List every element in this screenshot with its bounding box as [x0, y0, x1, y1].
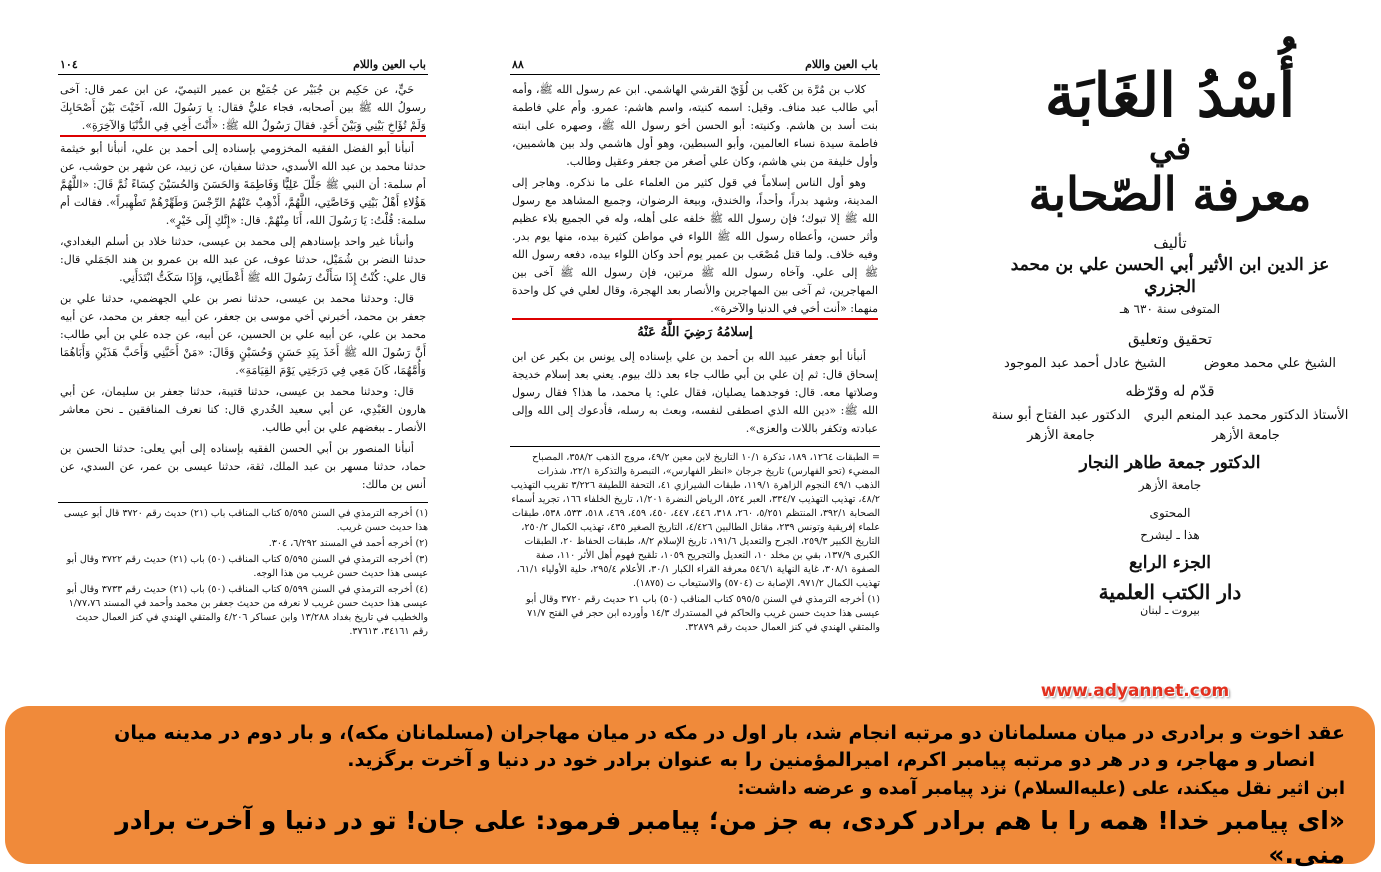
book-cover	[985, 56, 1355, 676]
footnote: = الطبقات ١٢٦٤، ١٨٩، تذكرة ١٠/١ التاريخ لابن معين ٤٩/٢، مروج الذهب ٣٥٨/٢، المصباح المضيء (تحو الفهارس) تاريخ جرجان «انظر الفهارس»، التبصرة والتذكرة ٢٢/١، شذرات الذهب ٤٩/١ النجوم الزاهرة ١١٩/١، طبقات الشيرازي ٤١، التحفة اللطيفة ٣/٢٢٦ تقريب التهذيب ٤٨/٢، تهذيب التهذيب ٣٣٤/٧، العبر ٥٢٤، الرياض النضرة ١/٢٠١، تاريخ الخلفاء ١٦٦، تجريد أسماء الصحابة ٣٩٢/١، المنتظم ٥/٢٥١، ٢٦٠، ٣١٨، ٤٤٦، ٤٤٧، ٤٥٠، ٤٥٩، ٤٦٩، ٥١٨، ٥٣٣، ٥٣٨، طبقات علماء إفريقية وتونس ٢٣٩، مقاتل الطالبين ٤/٤٢٦، التاريخ الصغير ٤٣٥، تهذيب الكمال ٢٥٠/٢، التاريخ الكبير ٢٥٩/٣، الجرح والتعديل ١٩١/٦، تاريخ الإسلام ٨/٢، طبقات الحفاظ ٢٠، الطبقات الكبرى ١٣٧/٩، بقي بن مخلد ١٠، التعديل والتجريح ١٠٥٩، تلقيح فهوم أهل الأثر ١١٠، صفة الصفوة ٣٠٨/١، غاية النهاية ٥٤٦/١ معرفة القراء الكبار ٣٠/١، الأعلام ٢٩٥/٤، حلية الأولياء ٦١/١، تهذيب الكمال ٩٧١/٢، الإصابة ت (٥٧٠٤) والاستيعاب ت (١٨٧٥).	[510, 452, 880, 589]
introducer-affiliation: جامعة الأزهر	[1212, 428, 1280, 443]
footnote: (٤) أخرجه الترمذي في السنن ٥/٥٩٩ كتاب المناقب (٥٠) باب (٢١) حديث رقم ٣٧٣٣ وقال أبو عيسى هذا حديث حسن غريب لا نعرفه من حديث جعفر بن محمد وأحمد في المسند ١/٧٧،٧٦ والخطيب في تاريخ بغداد ١٣/٢٨٨ وابن عساكر ٤/٢٠٦ والمتقي الهندي في كنز العمال حديث رقم ٣٤١٦١، ٣٧٦١٣.	[66, 584, 428, 637]
caption-line: انصار و مهاجر، و در هر دو مرتبه پیامبر اکرم، امیرالمؤمنین را به عنوان برادر خود در دنیا و آخرت برگزید.	[347, 749, 1315, 771]
cover-content-label: المحتوى	[1149, 506, 1191, 520]
page-number: ١٠٤	[60, 58, 78, 71]
introducer-name: الأستاذ الدكتور محمد عبد المنعم البري	[1143, 408, 1349, 423]
caption-line: ابن اثیر نقل میکند، علی (علیه‌السلام) نزد پیامبر آمده و عرضه داشت:	[737, 778, 1345, 799]
left-book-page	[58, 56, 428, 676]
cover-content-value: هذا ـ ليشرح	[1140, 528, 1200, 542]
editor-name: الشيخ عادل أحمد عبد الموجود	[1004, 356, 1166, 371]
footnote: (١) أخرجه الترمذي في السنن ٥/٥٩٥ كتاب المناقب باب (٢١) حديث رقم ٣٧٢٠ قال أبو عيسى هذا حديث حسن غريب.	[63, 508, 428, 533]
introducer-affiliation: جامعة الأزهر	[1027, 428, 1095, 443]
cover-intro-label: قدّم له وقرّظه	[1125, 382, 1215, 400]
footnotes	[510, 446, 880, 635]
page-header	[58, 56, 428, 75]
footnote: (٣) أخرجه الترمذي في السنن ٥/٥٩٥ كتاب المناقب (٥٠) باب (٢١) حديث رقم ٣٧٢٢ وقال أبو عيسى هذا حديث حسن غريب من هذا الوجه.	[66, 554, 428, 579]
paragraph: أنبأنا أبو الفضل الفقيه المخزومي بإسناده إلى أحمد بن علي، أنبأنا أبو خيثمة حدثنا محمد بن عبد الله الأسدي، حدثنا سفيان، عن زبيد، عن شهر بن حوشب، عن أم سلمة: أن النبي ﷺ جَلَّلَ عَلِيًّا وَفَاطِمَةَ وَالحَسَنَ وَالحُسَيْنَ كِسَاءً ثُمَّ قَالَ: «اللَّهُمَّ هَؤُلاءِ أَهْلُ بَيْتِي وَخَاصَّتِي، اللَّهُمَّ، أَذْهِبْ عَنْهُمُ الرِّجْسَ وَطَهِّرْهُمْ تَطْهِيراً». فقالت أم سلمة: قُلْتُ: يَا رَسُولَ الله، أَنَا مِنْهُمْ. قال: «إِنَّكِ إِلَى خَيْرٍ».	[60, 142, 426, 227]
cover-by-label: تأليف	[1153, 234, 1187, 252]
editor-name: الشيخ علي محمد معوض	[1203, 356, 1336, 371]
footnote: (١) أخرجه الترمذي في السنن ٥٩٥/٥ كتاب المناقب (٥٠) باب ٢١ حديث رقم ٣٧٢٠ وقال أبو عيسى هذا حديث حسن غريب والحاكم في المستدرك ١٤/٣ وأورده ابن حجر في الفتح ٧١/٧ والمتقي الهندي في كنز العمال حديث رقم ٣٢٨٧٩.	[526, 594, 880, 633]
paragraph: قال: وحدثنا محمد بن عيسى، حدثنا قتيبة، حدثنا جعفر بن سليمان، عن أبي هارون العَبْدِي، عن أبي سعيد الخُدري قال: كنا نعرف المنافقين ـ نحن معاشر الأنصار ـ ببغضهم علي بن أبي طالب.	[60, 385, 426, 434]
highlighted-paragraph: حَيٍّ، عن حَكِيم بن جُبَيْر عن جُمَيْع بن عمير التيميّ، عن ابن عمر قال: آخى رسولُ الله ﷺ بين أصحابه، فجاء عليٌّ فقال: يا رَسُولَ الله، آخَيْتَ بَيْنَ أَصْحَابِكَ وَلَمْ تُؤَاخِ بَيْنِي وَبَيْنَ أَحَدٍ. فقالَ رَسُولُ الله ﷺ: «أَنْتَ أَخِي فِي الدُّنْيَا وَالآخِرَةِ».	[60, 81, 426, 137]
paragraph: وأنبأنا غير واحد بإسنادهم إلى محمد بن عيسى، حدثنا خلاد بن أسلم البغدادي، حدثنا النضر بن شُمَيْل، حدثنا عوف، عن عبد الله بن عمرو بن هند الجَمَلي قال: قال علي: كُنْتُ إِذَا سَأَلْتُ رَسُولَ الله ﷺ أَعْطَانِي، وَإِذَا سَكَتُّ ابْتَدَأَنِي.	[60, 235, 426, 284]
middle-book-page	[510, 56, 880, 676]
footnote: (٢) أخرجه أحمد في المسند ٦/٢٩٢، ٣٠٤.	[268, 538, 428, 549]
introducer-name: الدكتور عبد الفتاح أبو سنة	[991, 408, 1131, 423]
section-title: إسلامُهُ رَضِيَ اللَّهُ عَنْهُ	[637, 325, 753, 340]
cover-author: عز الدين ابن الأثير أبي الحسن علي بن محمد الجزري	[1010, 255, 1330, 297]
paragraph: أنبأنا أبو جعفر عبيد الله بن أحمد بن علي بإسناده إلى يونس بن بكير عن ابن إسحاق قال: ثم إن علي بن أبي طالب جاء بعد ذلك بيوم. يعني بعد إسلام خديجة وصلاتها معه. قال: فوجدهما يصليان، فقال علي: يا محمد، ما هذا؟ فقال رسول الله ﷺ: «دين الله الذي اصطفى لنفسه، وبعث به رسله، فأدعوك إلى الله وإلى عبادته وتكفر باللات والعزى».	[512, 350, 878, 435]
cover-title: أُسْدُ الغَابَة	[1044, 61, 1296, 131]
cover-editing-label: تحقيق وتعليق	[1128, 330, 1212, 348]
paragraph: قال: وحدثنا محمد بن عيسى، حدثنا نصر بن علي الجهضمي، حدثنا علي بن جعفر بن محمد، أخبرني أخي موسى بن جعفر، عن أبيه جعفر بن محمد، عن أبيه محمد بن علي، عن أبيه علي بن الحسين، عن أبيه، عن جده علي بن أبي طالب: أَنَّ رَسُولَ الله ﷺ أَخَذَ بِيَدِ حَسَنٍ وَحُسَيْنٍ وَقَالَ: «مَنْ أَحَبَّنِي وَأَحَبَّ هَذَيْنِ وَأَبَاهُمَا وَأُمَّهُمَا، كَانَ مَعِي فِي دَرَجَتِي يَوْمَ القِيَامَةِ».	[60, 292, 426, 377]
cover-subtitle: معرفة الصّحابة	[1028, 167, 1312, 221]
paragraph-with-highlight: وهو أول الناس إسلاماً في قول كثير من العلماء على ما نذكره. وهاجر إلى المدينة، وشهد بدراً، وأحداً، والخندق، وبيعة الرضوان، وجميع المشاهد مع رسول الله ﷺ إلا تبوك؛ فإن رسول الله ﷺ خلفه على أهله، وله في الجميع بلاء عظيم وأثر حسن، وأعطاه رسول الله ﷺ اللواء في مواطن كثيرة بيده، منها يوم بدر. وفيه خلاف. ولما قتل مُصْعَب بن عمير يوم أحد وكان اللواء بيده، دفعه رسول الله ﷺ إلى علي. وآخاه رسول الله ﷺ مرتين، فإن رسول الله ﷺ آخى بين المهاجرين، ثم آخى بين المهاجرين والأنصار بعد الهجرة، وقال لعلي في كل واحدة منهما: «أنت أخي في الدنيا والآخرة».	[512, 174, 878, 320]
page-header	[510, 56, 880, 75]
page-header-title: باب العين واللام	[353, 58, 426, 71]
cover-introducers	[985, 406, 1355, 446]
caption-line: عقد اخوت و برادری در میان مسلمانان دو مرتبه انجام شد، بار اول در مکه در میان مهاجران (مسلمانان مکه)، و بار دوم در مدینه میان	[114, 722, 1345, 744]
caption-quote: «ای پیامبر خدا! همه را با هم برادر کردی، به جز من؛ پیامبر فرمود: علی جان! تو در دنیا و آخرت برادر منی.»	[115, 806, 1345, 869]
page-number: ٨٨	[512, 58, 524, 71]
cover-death-date: المتوفى سنة ٦٣٠ هـ	[1119, 302, 1221, 316]
site-watermark: www.adyannet.com	[1040, 681, 1230, 701]
page-body	[58, 81, 428, 494]
cover-volume: الجزء الرابع	[1129, 553, 1211, 573]
page-header-title: باب العين واللام	[805, 58, 878, 71]
persian-caption-banner	[5, 706, 1375, 869]
cover-fi: في	[1149, 129, 1191, 167]
cover-third-affiliation: جامعة الأزهر	[1138, 478, 1202, 492]
paragraph: أنبأنا المنصور بن أبي الحسن الفقيه بإسناده إلى أبي يعلى: حدثنا الحسن بن حماد، حدثنا مسهر بن عبد الملك، ثقة، حدثنا عيسى بن عمر، عن السدي، عن أنس بن مالك:	[60, 442, 426, 491]
cover-third-introducer: الدكتور جمعة طاهر النجار	[1079, 453, 1261, 473]
cover-publisher: دار الكتب العلمية	[1098, 580, 1242, 604]
page-body	[510, 81, 880, 438]
paragraph: كلاب بن مُرَّة بن كَعْب بن لُؤَيّ القرشي الهاشمي. ابن عم رسول الله ﷺ، وأمه أبي طالب عبد مناف. وقيل: اسمه كنيته، واسم هاشم: عمرو. وأم علي فاطمة بنت أسد بن هاشم. وكنيته: أبو الحسن أخو رسول الله ﷺ، وصهره على ابنته فاطمة سيدة نساء العالمين، وأبو السبطين، وهو أول هاشمي ولد بين هاشميين، وأول خليفة من بني هاشم، وكان علي أصغر من جعفر وعقيل وطالب.	[512, 83, 878, 168]
cover-editors	[985, 354, 1355, 374]
cover-city: بيروت ـ لبنان	[1140, 604, 1200, 617]
footnotes	[58, 502, 428, 639]
